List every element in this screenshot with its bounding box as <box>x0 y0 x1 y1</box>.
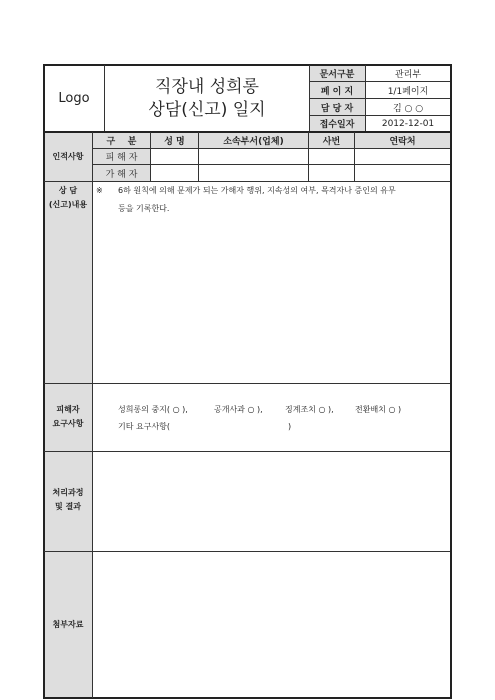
page-title <box>105 65 309 132</box>
meta-value-page: 1/1페이지 <box>387 86 429 97</box>
title-line-1: 직장내 성희롱 <box>155 76 259 97</box>
meta-label-doc-type: 문서구분 <box>319 69 355 80</box>
request-other-close: ) <box>288 422 292 431</box>
consult-section-label <box>44 184 92 212</box>
border-right <box>450 64 452 699</box>
process-label-line-2: 및 결과 <box>55 502 81 511</box>
meta-value-doc-type: 관리부 <box>394 69 422 80</box>
requests-section-label <box>44 403 92 431</box>
requests-label-line-1: 피해자 <box>56 405 80 414</box>
col-header-emp-no: 사번 <box>322 136 341 147</box>
section-line-1 <box>44 181 450 182</box>
consult-line-2: 등을 기록한다. <box>118 204 170 213</box>
request-option-transfer: 전환배치 ○ ) <box>355 405 402 414</box>
section-line-2 <box>44 383 450 384</box>
logo: Logo <box>58 91 90 106</box>
consult-label-line-1: 상 담 <box>58 186 78 195</box>
border-bottom <box>43 697 452 699</box>
persons-section-label: 인적사항 <box>52 151 84 161</box>
meta-label-manager: 담 당 자 <box>320 103 354 114</box>
col-header-name: 성 명 <box>164 136 185 147</box>
request-option-discipline: 징계조치 ○ ), <box>285 405 334 414</box>
meta-label-date: 접수일자 <box>319 120 355 130</box>
col-header-contact: 연락처 <box>389 136 416 147</box>
consult-label-line-2: (신고)내용 <box>48 200 88 209</box>
row-label-victim: 피 해 자 <box>105 153 138 163</box>
section-label-divider <box>92 132 93 698</box>
request-option-stop: 성희롱의 중지( ○ ), <box>118 405 188 414</box>
meta-value-date: 2012-12-01 <box>381 118 435 129</box>
request-option-apology: 공개사과 ○ ), <box>214 405 263 414</box>
col-header-dept: 소속부서(업체) <box>223 136 284 147</box>
process-section-label <box>44 486 92 514</box>
process-label-line-1: 처리과정 <box>52 488 84 497</box>
request-other: 기타 요구사항( <box>118 422 171 431</box>
col-header-category: 구 분 <box>106 136 137 147</box>
section-line-4 <box>44 551 450 552</box>
attachments-section-label: 첨부자료 <box>52 619 84 629</box>
row-label-offender: 가 해 자 <box>105 169 138 180</box>
section-line-3 <box>44 451 450 452</box>
consult-mark: ※ <box>96 186 103 195</box>
requests-label-line-2: 요구사항 <box>52 419 84 428</box>
meta-label-page: 페 이 지 <box>320 86 354 97</box>
title-line-2: 상담(신고) 일지 <box>148 99 266 120</box>
meta-value-manager: 김 ○ ○ <box>392 103 424 114</box>
consult-line-1: 6하 원칙에 의해 문제가 되는 가해자 행위, 지속성의 여부, 목격자나 증인의 유무 <box>118 186 396 195</box>
